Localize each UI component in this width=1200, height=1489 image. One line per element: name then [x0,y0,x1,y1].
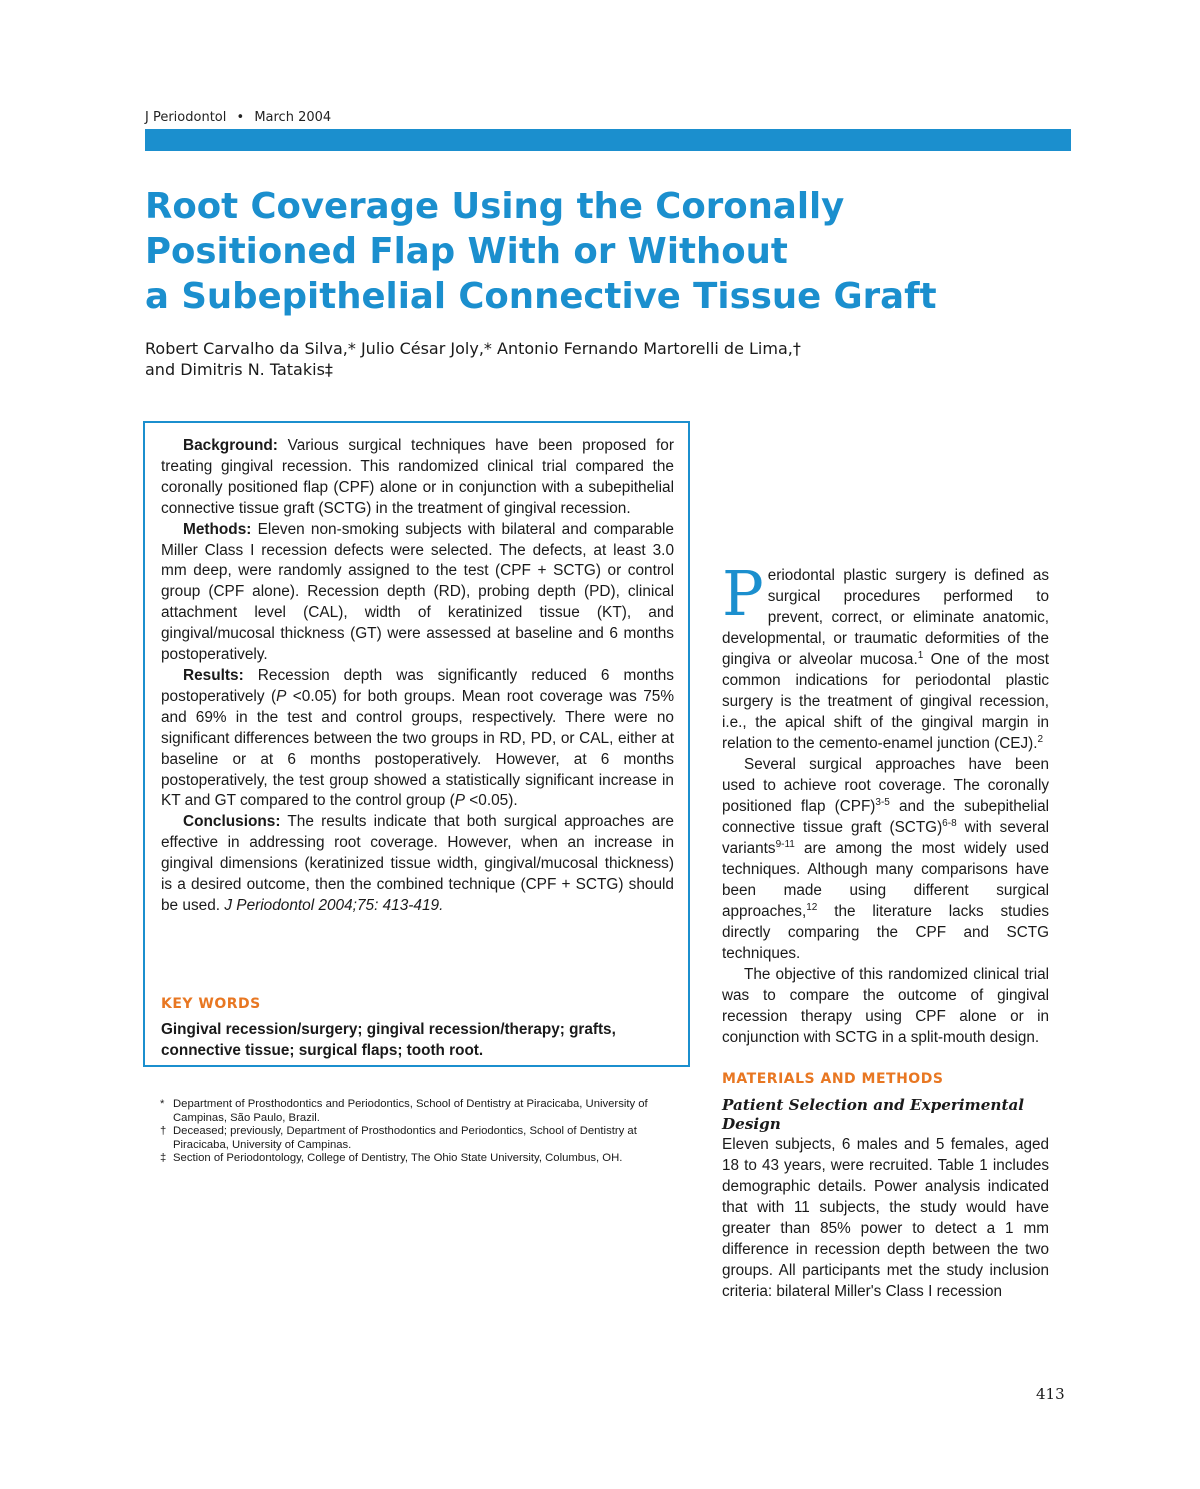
body-paragraph [722,754,1049,964]
conclusions-text: The results indicate that both surgical approaches are effective in addressing root coverage. However, when an increase in gingival dimensions (keratinized tissue width, gingival/mucosal thickness) is a desired outcome, then the combined technique (CPF + SCTG) should be used. [161,813,674,914]
body-text: are among the most widely used techniques. Although many comparisons have been made using different surgical approaches, [722,840,1049,920]
running-head [145,110,331,125]
abstract-results [161,666,674,812]
footnote [160,1152,680,1166]
article-title [145,184,1065,319]
authors-line: Robert Carvalho da Silva,* Julio César Joly,* Antonio Fernando Martorelli de Lima,† [145,339,801,358]
journal-name: J Periodontol [145,110,227,125]
results-text: <0.05) for both groups. Mean root coverage was 75% and 69% in the test and control groups, respectively. There were no significant differences between the two groups in RD, PD, or CAL, either at baseline or at 6 months postoperatively. However, at 6 months postoperatively, the test group showed a statistically significant increase in KT and GT compared to the control group ( [161,687,675,810]
intro-text: eriodontal plastic surgery is defined as surgical procedures performed to prevent, correct, or eliminate anatomic, developmental, or traumatic deformities of the gingiva or alveolar mucosa. [722,567,1049,668]
reference-superscript: 6-8 [942,817,957,829]
title-line: a Subepithelial Connective Tissue Graft [145,276,937,317]
results-text: Recession depth was significantly reduced 6 months postoperatively ( [161,666,674,705]
header-bar [145,129,1071,151]
reference-superscript: 3-5 [875,796,890,808]
affiliation-footnotes [160,1098,680,1166]
conclusions-label: Conclusions: [183,813,281,831]
results-text: <0.05). [465,792,518,810]
issue-date: March 2004 [254,110,332,125]
background-label: Background: [183,437,278,454]
footnote [160,1125,680,1152]
reference-superscript: 1 [917,649,924,661]
results-label: Results: [183,666,244,684]
abstract-text [161,436,674,917]
body-paragraph: Eleven subjects, 6 males and 5 females, aged 18 to 43 years, were recruited. Table 1 includes demographic details. Power analysis indicated that with 11 subjects, the study would have greater than 85% power to detect a 1 mm difference in recession depth between the two groups. All participants met the study inclusion criteria: bilateral Miller's Class I recession [722,1136,1049,1300]
title-line: Root Coverage Using the Coronally [145,186,845,227]
p-value-symbol: P [276,687,287,705]
body-text: with several variants [722,819,1049,857]
section-heading: MATERIALS AND METHODS [722,1071,944,1087]
body-text: the literature lacks studies directly comparing the CPF and SCTG techniques. [722,903,1049,962]
footnote-text: Section of Periodontology, College of Dentistry, The Ohio State University, Columbus, OH. [173,1152,623,1164]
methods-label: Methods: [183,520,252,538]
footnote-mark: ‡ [160,1152,167,1164]
footnote [160,1098,680,1125]
authors-line: and Dimitris N. Tatakis‡ [145,360,333,379]
citation: J Periodontol 2004;75: 413-419. [224,896,444,914]
title-line: Positioned Flap With or Without [145,231,788,272]
drop-cap: P [722,557,764,630]
abstract-box [143,421,690,1067]
intro-paragraph [722,557,1049,754]
subsection-heading: Patient Selection and Experimental Design [722,1096,1025,1133]
body-text: Several surgical approaches have been used to achieve root coverage. The coronally positioned flap (CPF) [722,756,1049,815]
reference-superscript: 2 [1037,733,1044,745]
page-number: 413 [1036,1385,1065,1403]
methods-text: Eleven non-smoking subjects with bilateral and comparable Miller Class I recession defects were selected. The defects, at least 3.0 mm deep, were randomly assigned to the test (CPF + SCTG) or control group (CPF alone). Recession depth (RD), probing depth (PD), clinical attachment level (CAL), width of keratinized tissue (KT), and gingival/mucosal thickness (GT) were assessed at baseline and 6 months postoperatively. [161,520,674,664]
p-value-symbol: P [454,792,465,810]
author-list [145,338,1045,380]
body-text: and the subepithelial connective tissue graft (SCTG) [722,798,1049,836]
reference-superscript: 12 [806,901,818,913]
body-paragraph: The objective of this randomized clinical trial was to compare the outcome of gingival recession therapy using CPF alone or in conjunction with SCTG in a split-mouth design. [722,966,1049,1046]
header-separator: • [236,110,245,125]
footnote-mark: † [160,1125,167,1137]
abstract-background [161,436,674,520]
intro-text: One of the most common indications for periodontal plastic surgery is the treatment of gingival recession, i.e., the apical shift of the gingival margin in relation to the cemento-enamel junction (CEJ). [722,651,1049,752]
abstract-conclusions [161,812,674,917]
keywords-heading: KEY WORDS [161,996,261,1012]
keywords: Gingival recession/surgery; gingival recession/therapy; grafts, connective tissue; surgical flaps; tooth root. [161,1021,616,1059]
body-column [722,557,1049,1302]
footnote-text: Deceased; previously, Department of Prosthodontics and Periodontics, School of Dentistry at Piracicaba, University of Campinas. [173,1125,637,1151]
footnote-mark: * [160,1098,165,1110]
reference-superscript: 9-11 [775,838,795,850]
background-text: Various surgical techniques have been proposed for treating gingival recession. This randomized clinical trial compared the coronally positioned flap (CPF) alone or in conjunction with a subepithelial connective tissue graft (SCTG) in the treatment of gingival recession. [161,437,674,517]
abstract-methods [161,520,674,666]
footnote-text: Department of Prosthodontics and Periodontics, School of Dentistry at Piracicaba, University of Campinas, São Paulo, Brazil. [173,1098,648,1124]
